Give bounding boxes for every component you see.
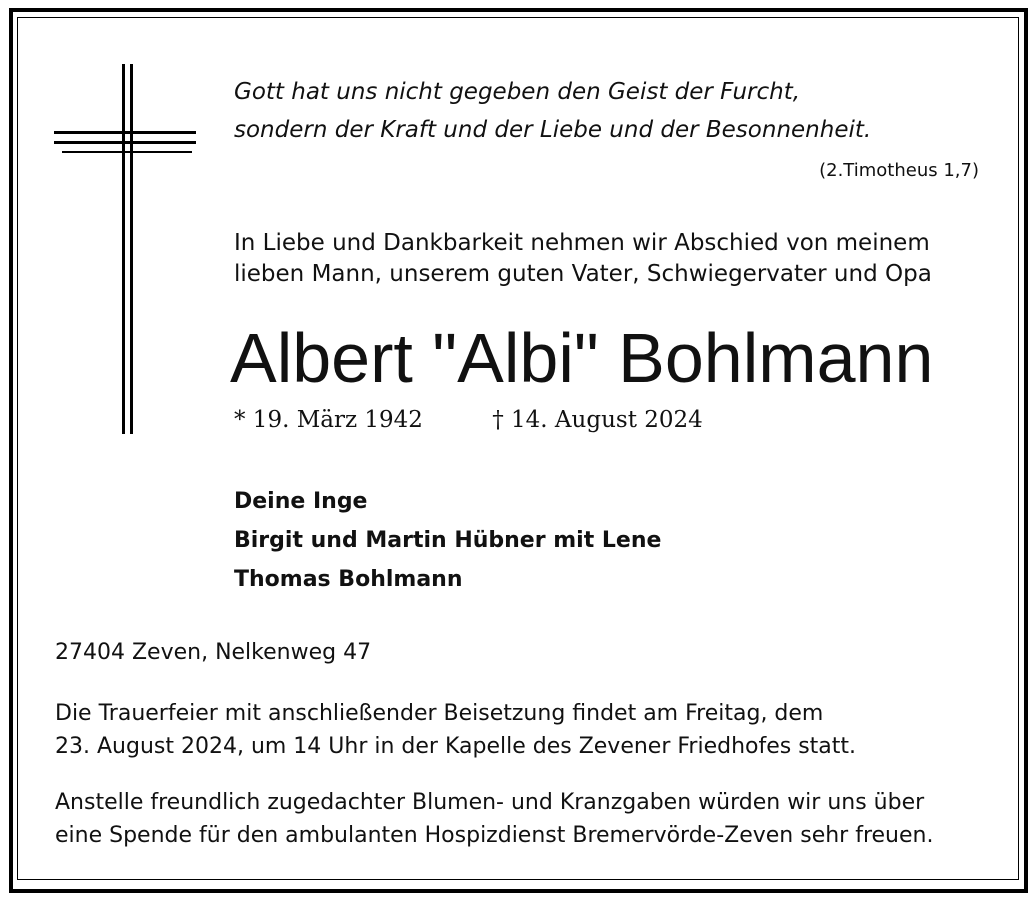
deceased-name: Albert "Albi" Bohlmann [230, 319, 934, 397]
verse-line: Gott hat uns nicht gegeben den Geist der Furcht, [234, 79, 801, 105]
birth-date: * 19. März 1942 [234, 407, 423, 433]
intro-line: lieben Mann, unserem guten Vater, Schwiegervater und Opa [234, 261, 932, 287]
cross-icon [50, 64, 200, 434]
verse-reference: (2.Timotheus 1,7) [819, 160, 979, 181]
bible-verse [234, 73, 871, 149]
death-date: † 14. August 2024 [492, 407, 703, 433]
funeral-line: 23. August 2024, um 14 Uhr in der Kapelle des Zevener Friedhofes statt. [55, 734, 857, 759]
verse-line: sondern der Kraft und der Liebe und der Besonnenheit. [234, 117, 872, 143]
funeral-info [55, 697, 856, 763]
address: 27404 Zeven, Nelkenweg 47 [55, 640, 372, 665]
family-member: Deine Inge [234, 489, 368, 514]
intro-line: In Liebe und Dankbarkeit nehmen wir Abschied von meinem [234, 230, 930, 256]
funeral-line: Die Trauerfeier mit anschließender Beisetzung findet am Freitag, dem [55, 701, 824, 726]
life-dates [234, 407, 703, 433]
donation-info [55, 786, 933, 852]
intro-text [234, 228, 932, 290]
family-list [234, 482, 661, 599]
donation-line: eine Spende für den ambulanten Hospizdienst Bremervörde-Zeven sehr freuen. [55, 823, 934, 848]
family-member: Birgit und Martin Hübner mit Lene [234, 528, 662, 553]
family-member: Thomas Bohlmann [234, 567, 463, 592]
donation-line: Anstelle freundlich zugedachter Blumen- und Kranzgaben würden wir uns über [55, 790, 925, 815]
